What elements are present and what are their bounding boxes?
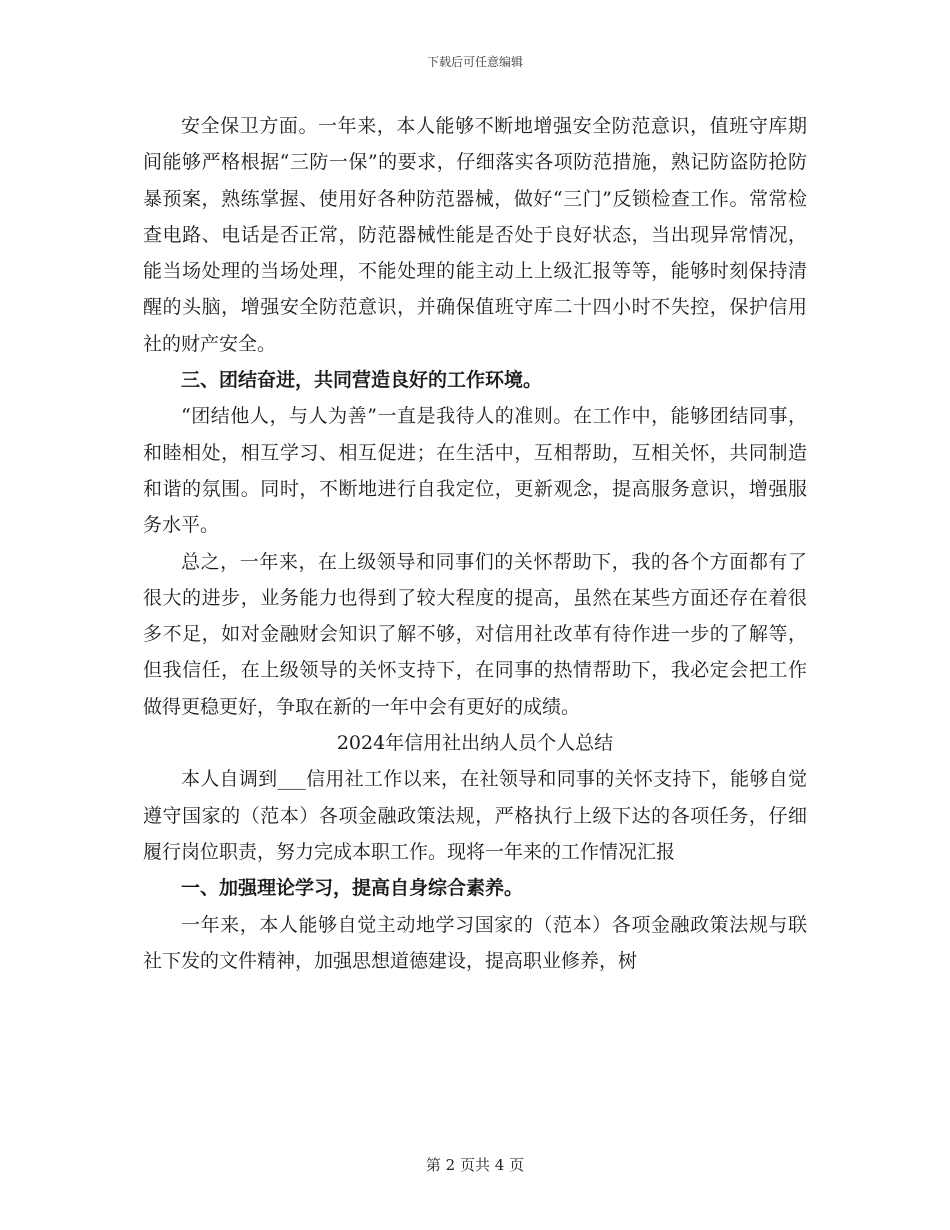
paragraph-intro: 本人自调到___信用社工作以来，在社领导和同事的关怀支持下，能够自觉遵守国家的（范本）各项金融政策法规，严格执行上级下达的各项任务，仔细履行岗位职责，努力完成本职工作。现将一年来的工作情况汇报	[143, 768, 807, 863]
document-title: 2024年信用社出纳人员个人总结	[336, 732, 614, 755]
paragraph-summary: 总之，一年来，在上级领导和同事们的关怀帮助下，我的各个方面都有了很大的进步，业务能力也得到了较大程度的提高，虽然在某些方面还存在着很多不足，如对金融财会知识了解不够，对信用社改革有待作进一步的了解等，但我信任，在上级领导的关怀支持下，在同事的热情帮助下，我必定会把工作做得更稳更好，争取在新的一年中会有更好的成绩。	[143, 550, 807, 718]
page-footer: 第 2 页共 4 页	[425, 1156, 525, 1174]
paragraph-study: 一年来，本人能够自觉主动地学习国家的（范本）各项金融政策法规与联社下发的文件精神，加强思想道德建设，提高职业修养，树	[143, 913, 807, 972]
document-body	[143, 108, 807, 979]
paragraph-security: 安全保卫方面。一年来，本人能够不断地增强安全防范意识，值班守库期间能够严格根据“三防一保”的要求，仔细落实各项防范措施，熟记防盗防抢防暴预案，熟练掌握、使用好各种防范器械，做好“三门”反锁检查工作。常常检查电路、电话是否正常，防范器械性能是否处于良好状态，当出现异常情况，能当场处理的当场处理，不能处理的能主动上上级汇报等等，能够时刻保持清醒的头脑，增强安全防范意识，并确保值班守库二十四小时不失控，保护信用社的财产安全。	[143, 115, 807, 355]
section-heading-study: 一、加强理论学习，提高自身综合素养。	[181, 877, 524, 900]
section-heading-teamwork: 三、团结奋进，共同营造良好的工作环境。	[181, 369, 543, 392]
paragraph-teamwork: “团结他人，与人为善”一直是我待人的准则。在工作中，能够团结同事，和睦相处，相互学习、相互促进；在生活中，互相帮助，互相关怀，共同制造和谐的氛围。同时，不断地进行自我定位，更新观念，提高服务意识，增强服务水平。	[143, 405, 807, 537]
page-header: 下载后可任意编辑	[426, 55, 523, 69]
